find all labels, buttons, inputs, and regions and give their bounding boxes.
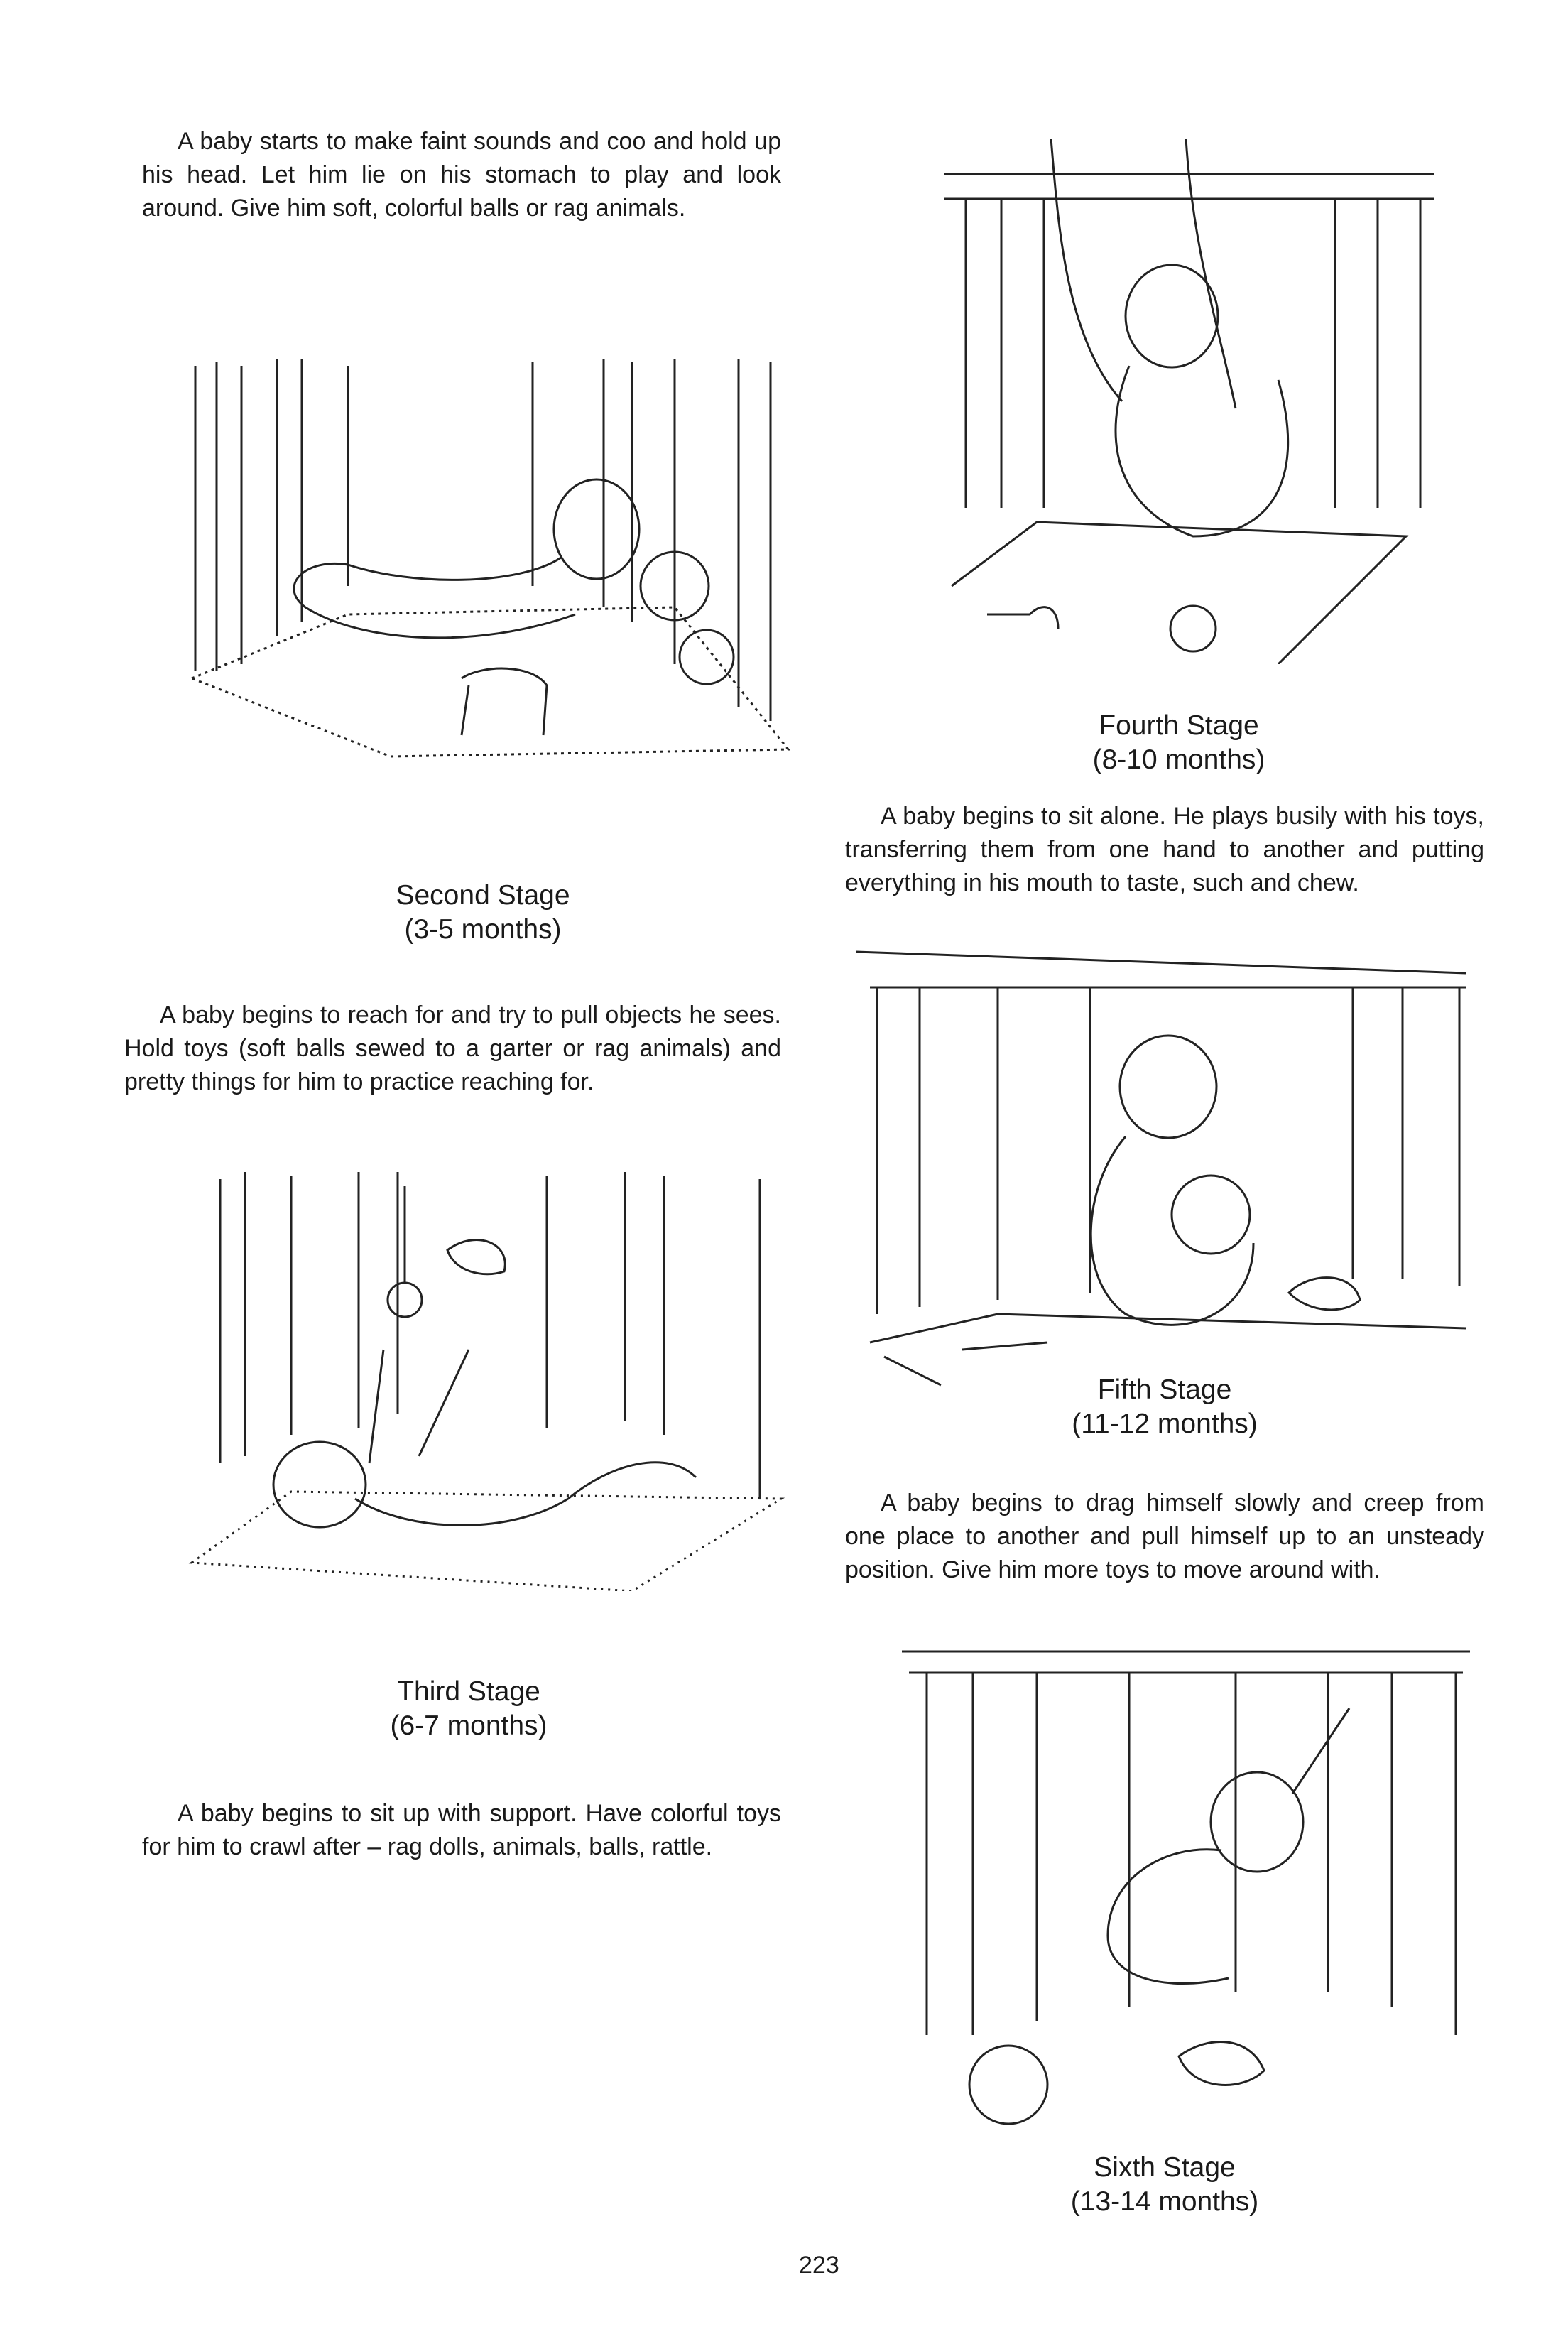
- adult-arms: [1051, 139, 1236, 408]
- caption-title: Sixth Stage: [1094, 2152, 1236, 2183]
- illustration-baby-sitting-alone: [856, 945, 1481, 1392]
- crib-bars: [966, 199, 1420, 508]
- toy-ball: [1172, 1176, 1250, 1254]
- baby-head: [1211, 1772, 1303, 1872]
- caption-fourth-stage: [994, 709, 1363, 777]
- toy-rattle: [962, 1342, 1047, 1350]
- caption-title: Fifth Stage: [1097, 1374, 1232, 1405]
- baby-body: [1116, 366, 1288, 536]
- caption-age-range: (13-14 months): [1070, 2186, 1259, 2217]
- caption-second-stage: [298, 879, 668, 947]
- illustration-baby-on-stomach: [178, 352, 795, 764]
- caption-age-range: (3-5 months): [404, 914, 562, 945]
- paragraph-stage-intro-3: A baby begins to sit up with support. Have colorful toys for him to crawl after – rag dolls, animals, balls, rattle.: [142, 1800, 781, 1860]
- baby-body: [294, 558, 575, 638]
- baby-body: [1091, 1136, 1253, 1325]
- baby-body: [355, 1463, 696, 1526]
- caption-sixth-stage: [980, 2151, 1349, 2219]
- baby-head: [1126, 265, 1218, 367]
- caption-title: Third Stage: [397, 1676, 540, 1707]
- illustration-baby-pulling-up: [895, 1637, 1477, 2149]
- baby-body: [1108, 1850, 1229, 1984]
- caption-title: Second Stage: [396, 880, 570, 911]
- crib-bars: [927, 1673, 1456, 2035]
- crib-bars: [220, 1172, 760, 1499]
- caption-third-stage: [284, 1675, 653, 1743]
- paragraph-stage-intro-5: A baby begins to drag himself slowly and creep from one place to another and pull himself up to an unsteady position. Give him more toys to move around with.: [845, 1490, 1484, 1583]
- toy-rabbit: [1179, 2042, 1264, 2085]
- baby-arm: [1292, 1708, 1349, 1794]
- baby-head: [1120, 1036, 1216, 1138]
- toy-ball: [969, 2046, 1047, 2124]
- caption-fifth-stage: [980, 1373, 1349, 1441]
- toy-bell: [987, 607, 1058, 629]
- baby-head: [273, 1442, 366, 1527]
- toy-bird: [447, 1240, 505, 1274]
- toy-ball: [1170, 606, 1216, 651]
- page-number: 223: [799, 2252, 839, 2279]
- baby-arms: [369, 1350, 469, 1463]
- paragraph-stage-intro-2: A baby begins to reach for and try to pull objects he sees. Hold toys (soft balls sewed to a garter or rag animals) and pretty things for him to practice reaching for.: [124, 1002, 781, 1095]
- hanging-toy: [388, 1283, 422, 1317]
- toy-dog: [462, 668, 547, 735]
- crib-bars: [195, 359, 771, 721]
- paragraph-stage-intro-1: A baby starts to make faint sounds and coo and hold up his head. Let him lie on his stomach to play and look around. Give him soft, colorful balls or rag animals.: [142, 128, 781, 222]
- caption-age-range: (8-10 months): [1092, 744, 1265, 775]
- caption-age-range: (6-7 months): [390, 1710, 548, 1741]
- toy-rabbit: [1289, 1278, 1360, 1310]
- paragraph-stage-intro-4: A baby begins to sit alone. He plays busily with his toys, transferring them from one hand to another and putting everything in his mouth to taste, such and chew.: [845, 803, 1484, 896]
- illustration-baby-on-back: [170, 1165, 795, 1591]
- caption-title: Fourth Stage: [1099, 710, 1259, 741]
- floor: [952, 522, 1406, 664]
- caption-age-range: (11-12 months): [1072, 1409, 1258, 1439]
- ball-small: [680, 630, 734, 684]
- illustration-baby-sitting-supported: [937, 139, 1449, 664]
- baby-head: [554, 479, 639, 579]
